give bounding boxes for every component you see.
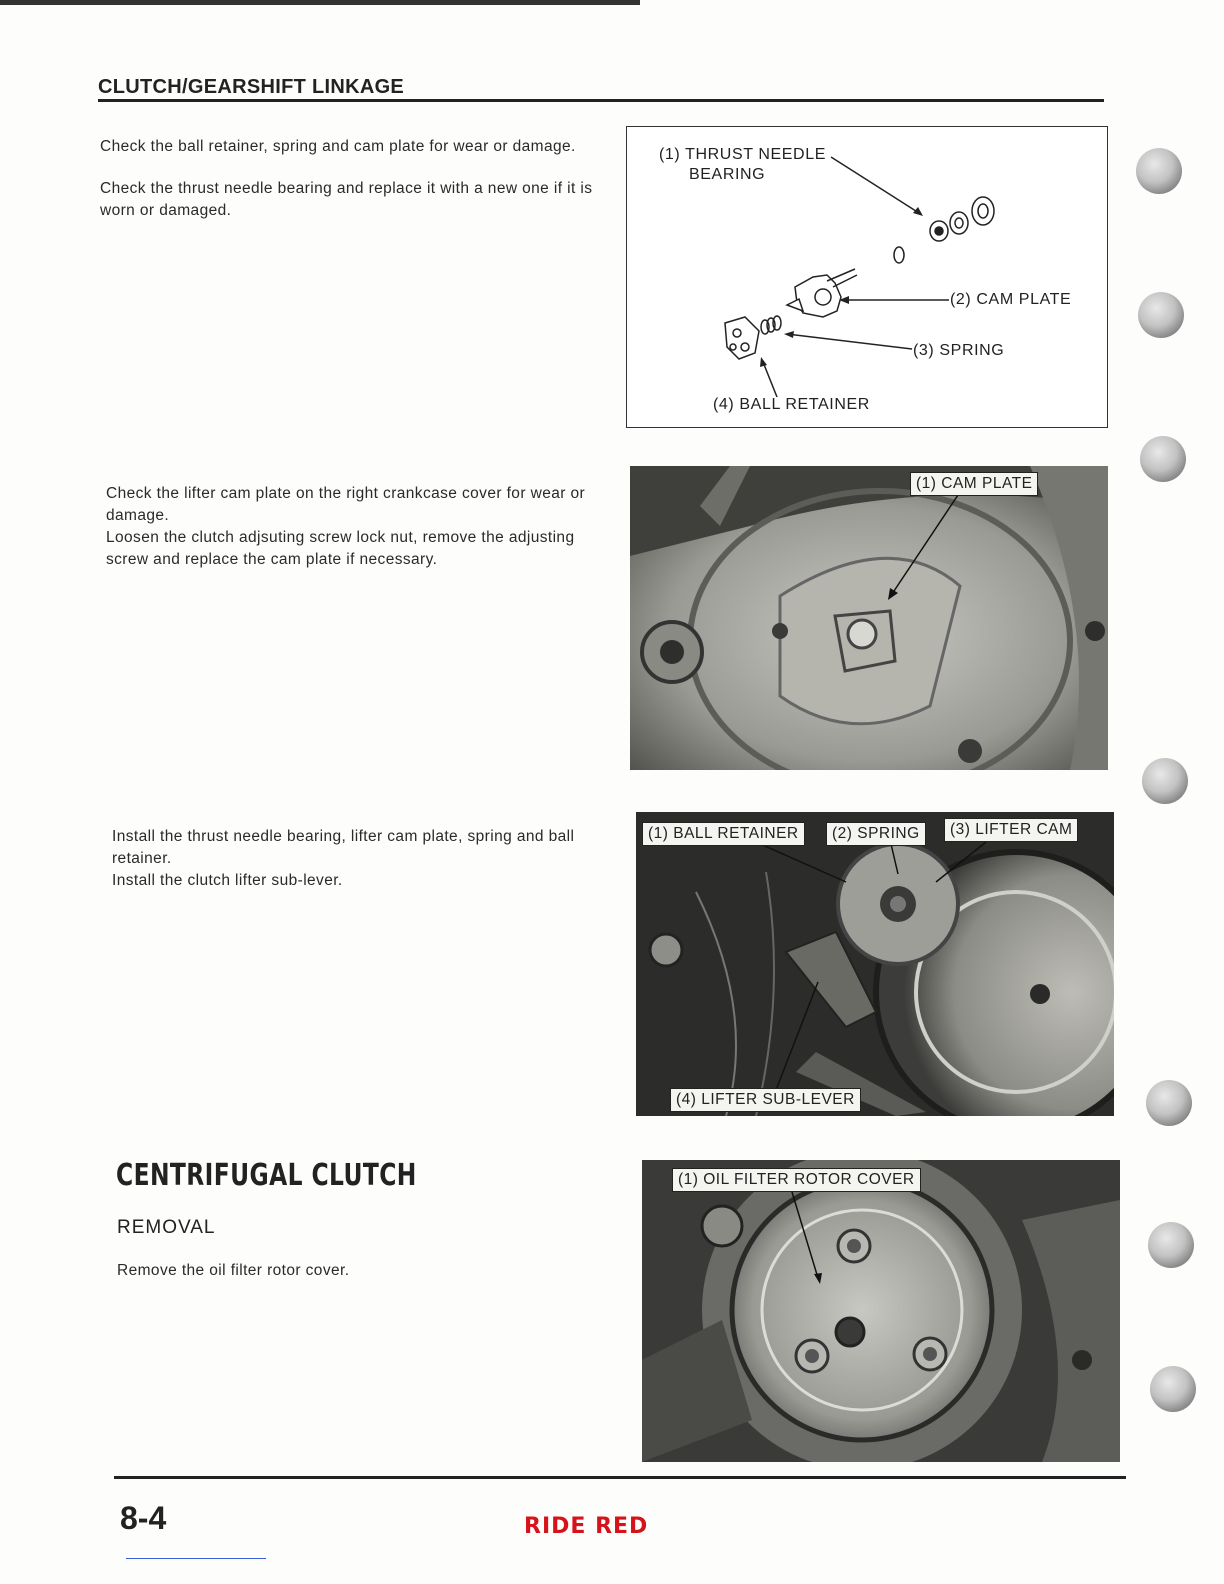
label-spring: (3) SPRING — [913, 342, 1005, 359]
footer-underline — [126, 1558, 266, 1559]
label-photo2-lifter-cam: (3) LIFTER CAM — [944, 818, 1078, 842]
label-photo2-lifter-sub-lever: (4) LIFTER SUB-LEVER — [670, 1088, 861, 1112]
photo-cam-plate — [630, 466, 1108, 770]
label-photo3-oil-filter-rotor-cover: (1) OIL FILTER ROTOR COVER — [672, 1168, 921, 1192]
page-number: 8-4 — [120, 1500, 167, 1536]
top-border — [0, 0, 640, 5]
step-1-text — [100, 136, 605, 222]
step-2-paragraph-2: Loosen the clutch adjsuting screw lock nut, remove the adjusting screw and replace the cam plate if necessary. — [106, 529, 575, 568]
photo-cam-plate-image — [630, 466, 1108, 770]
step-2-paragraph-1: Check the lifter cam plate on the right crankcase cover for wear or damage. — [106, 485, 586, 524]
binder-hole — [1138, 292, 1184, 338]
label-thrust-needle-bearing: (1) THRUST NEEDLE — [659, 146, 826, 163]
ball-retainer-drawing — [725, 317, 759, 359]
label-thrust-needle-bearing-2: BEARING — [689, 166, 766, 183]
spring-drawing — [761, 316, 781, 334]
binder-hole — [1146, 1080, 1192, 1126]
removal-subheading: REMOVAL — [117, 1217, 216, 1238]
label-photo1-cam-plate: (1) CAM PLATE — [910, 472, 1038, 496]
photo-oil-filter-rotor-cover — [642, 1160, 1120, 1462]
photo-lifter-assembly — [636, 812, 1114, 1116]
binder-hole — [1136, 148, 1182, 194]
label-photo2-ball-retainer: (1) BALL RETAINER — [642, 822, 805, 846]
step-2-text — [106, 483, 606, 571]
step-1-paragraph-1: Check the ball retainer, spring and cam plate for wear or damage. — [100, 138, 576, 155]
step-3-paragraph-1: Install the thrust needle bearing, lifter cam plate, spring and ball retainer. — [112, 828, 575, 867]
bottom-rule — [114, 1476, 1126, 1479]
label-cam-plate: (2) CAM PLATE — [950, 291, 1072, 308]
binder-hole — [1148, 1222, 1194, 1268]
photo-lifter-assembly-image — [636, 812, 1114, 1116]
section-title: CLUTCH/GEARSHIFT LINKAGE — [98, 76, 405, 98]
step-3-paragraph-2: Install the clutch lifter sub-lever. — [112, 872, 343, 889]
title-rule — [98, 99, 1104, 102]
centrifugal-clutch-heading: CENTRIFUGAL CLUTCH — [116, 1158, 417, 1193]
removal-paragraph: Remove the oil filter rotor cover. — [117, 1262, 350, 1279]
label-ball-retainer: (4) BALL RETAINER — [713, 396, 870, 413]
photo-oil-filter-rotor-cover-image — [642, 1160, 1120, 1462]
binder-hole — [1142, 758, 1188, 804]
step-1-paragraph-2: Check the thrust needle bearing and replace it with a new one if it is worn or damaged. — [100, 180, 593, 219]
label-photo2-spring: (2) SPRING — [826, 822, 926, 846]
step-3-text — [112, 826, 612, 892]
binder-hole — [1150, 1366, 1196, 1412]
footer-brand-logo: RIDE RED — [524, 1514, 649, 1539]
exploded-diagram — [626, 126, 1108, 428]
binder-hole — [1140, 436, 1186, 482]
cam-plate-drawing — [787, 269, 857, 317]
removal-text — [117, 1260, 597, 1282]
